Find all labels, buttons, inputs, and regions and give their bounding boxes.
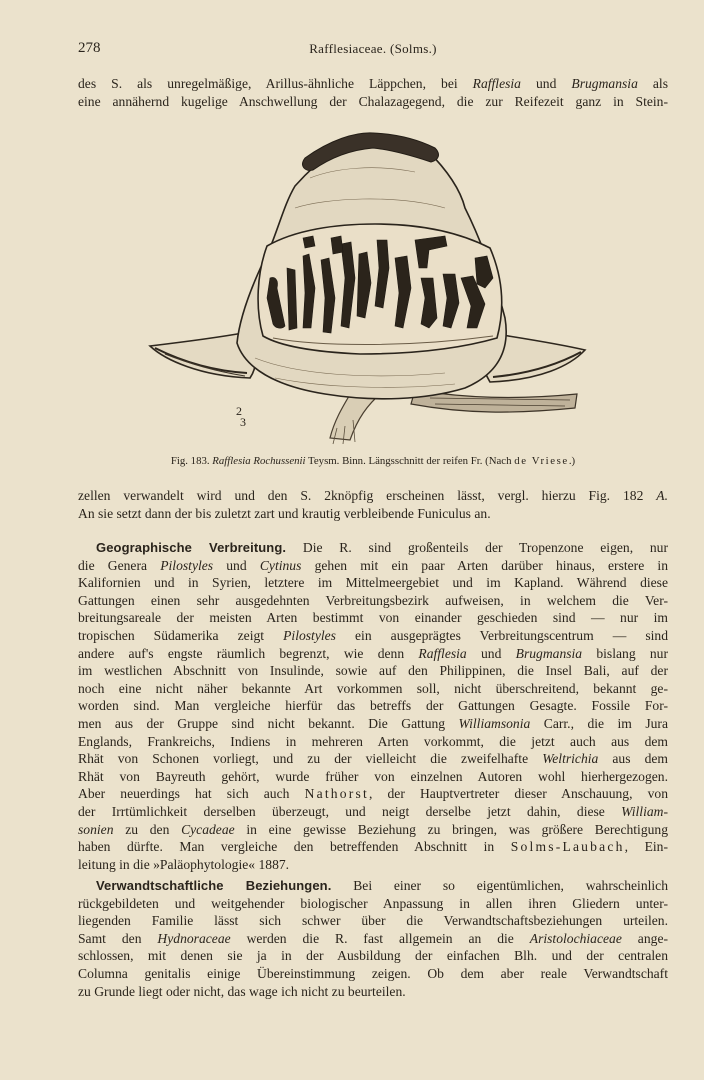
intro-paragraph — [78, 75, 668, 110]
running-head — [78, 40, 668, 60]
text-line: die Genera Pilostyles und Cytinus gehen mit ein paar Arten darüber hinaus, erstere in — [78, 557, 668, 573]
scale-numerator: 2 — [236, 404, 242, 418]
text-line: sonien zu den Cycadeae in eine gewisse Beziehung zu bringen, was größere Berechtigung — [78, 821, 668, 837]
text-line: Aber neuerdings hat sich auch Nathorst, der Hauptvertreter dieser Anschauung, von — [78, 786, 668, 802]
page-number: 278 — [78, 40, 101, 56]
text-line: schlossen, mit denen sie ja in der Ausbildung der einfachen Blh. und der centralen — [78, 948, 668, 964]
text-line: Rhät von Bayreuth gehört, wurde früher von einzelnen Autoren wohl hierhergezogen. — [78, 768, 668, 784]
running-title: Rafflesiaceae. (Solms.) — [309, 41, 437, 56]
text-line: Englands, Frankreichs, Indiens in mehreren Arten vorkommt, die jetzt auch aus dem — [78, 733, 668, 749]
text-line: Columna genitalis einige Übereinstimmung zeigen. Ob dem aber reale Verwandtschaft — [78, 965, 668, 981]
text-line: rückgebildeten und weitgehender biologischer Anpassung in allen ihren Gliedern unter- — [78, 895, 668, 911]
relations-section — [78, 877, 668, 1000]
text-line: zellen verwandelt wird und den S. 2knöpfig erscheinen lässt, vergl. hierzu Fig. 182 A. — [78, 488, 668, 503]
text-line: men aus der Gruppe sind nicht bekannt. Die Gattung Williamsonia Carr., die im Jura — [78, 715, 668, 731]
text-line: An sie setzt dann der bis zuletzt zart und krautig verbleibende Funiculus an. — [78, 505, 491, 521]
text-line: der Irrtümlichkeit derselben überzeugt, und neigt derselbe jetzt dahin, diese William- — [78, 803, 668, 819]
text-line: Geographische Verbreitung. Die R. sind großenteils der Tropenzone eigen, nur — [96, 540, 668, 555]
geography-section — [78, 539, 668, 873]
text-line: tropischen Südamerika zeigt Pilostyles ein ausgeprägtes Verbreitungscentrum — sind — [78, 627, 668, 643]
text-line: zu Grunde liegt oder nicht, das wage ich nicht zu beurteilen. — [78, 983, 406, 999]
section-heading: Geographische Verbreitung. — [96, 540, 287, 555]
text-line: Samt den Hydnoraceae werden die R. fast allgemein an die Aristolochiaceae ange- — [78, 930, 668, 946]
text-line: Verwandtschaftliche Beziehungen. Bei einer so eigentümlichen, wahrscheinlich — [96, 878, 668, 893]
text-line: leitung in die »Paläophytologie« 1887. — [78, 856, 290, 872]
text-line: eine annähernd kugelige Anschwellung der Chalazagegend, die zur Reifezeit ganz in Stein- — [78, 93, 668, 109]
text-line: breitungsareale der meisten Arten bestimmt von einander geschieden sind — nur im — [78, 610, 668, 626]
continuation-paragraph — [78, 487, 668, 522]
text-line: liegenden Familie lässt sich schwer über die Verwandtschaftsbeziehungen urteilen. — [78, 913, 668, 929]
scale-denominator: 3 — [240, 415, 246, 429]
fruit-section-illustration — [145, 128, 590, 446]
text-line: Rhät von Schonen vorliegt, und zu der vielleicht die zweifelhafte Weltrichia aus dem — [78, 751, 668, 767]
text-line: Gattungen einen sehr ausgedehnten Verbreitungsbezirk aufweisen, in welchem die Ver- — [78, 592, 668, 608]
text-line: andere auf's engste räumlich begrenzt, wie denn Rafflesia und Brugmansia bislang nur — [78, 645, 668, 661]
figure-scale — [236, 406, 246, 428]
figure-caption: Fig. 183. Rafflesia Rochussenii Teysm. Binn. Längsschnitt der reifen Fr. (Nach de Vriese.) — [170, 455, 576, 467]
text-line: des S. als unregelmäßige, Arillus-ähnliche Läppchen, bei Rafflesia und Brugmansia als — [78, 76, 668, 91]
text-line: im westlichen Abschnitt von Insulinde, sowie auf den Philippinen, die Insel Bali, auf der — [78, 663, 668, 679]
text-line: Kalifornien und in Syrien, letztere im Mittelmeergebiet und im Kapland. Während diese — [78, 575, 668, 591]
text-line: worden sind. Man vergleiche hierfür das betreffs der Gattungen Gesagte. Fossile For- — [78, 698, 668, 714]
text-line: noch eine nicht näher bekannte Art vorkommen soll, nicht überschreitend, bekannt ge- — [78, 680, 668, 696]
text-line: haben dürfte. Man vergleiche den betreffenden Abschnitt in Solms-Laubach, Ein- — [78, 839, 668, 855]
section-heading: Verwandtschaftliche Beziehungen. — [96, 878, 332, 893]
